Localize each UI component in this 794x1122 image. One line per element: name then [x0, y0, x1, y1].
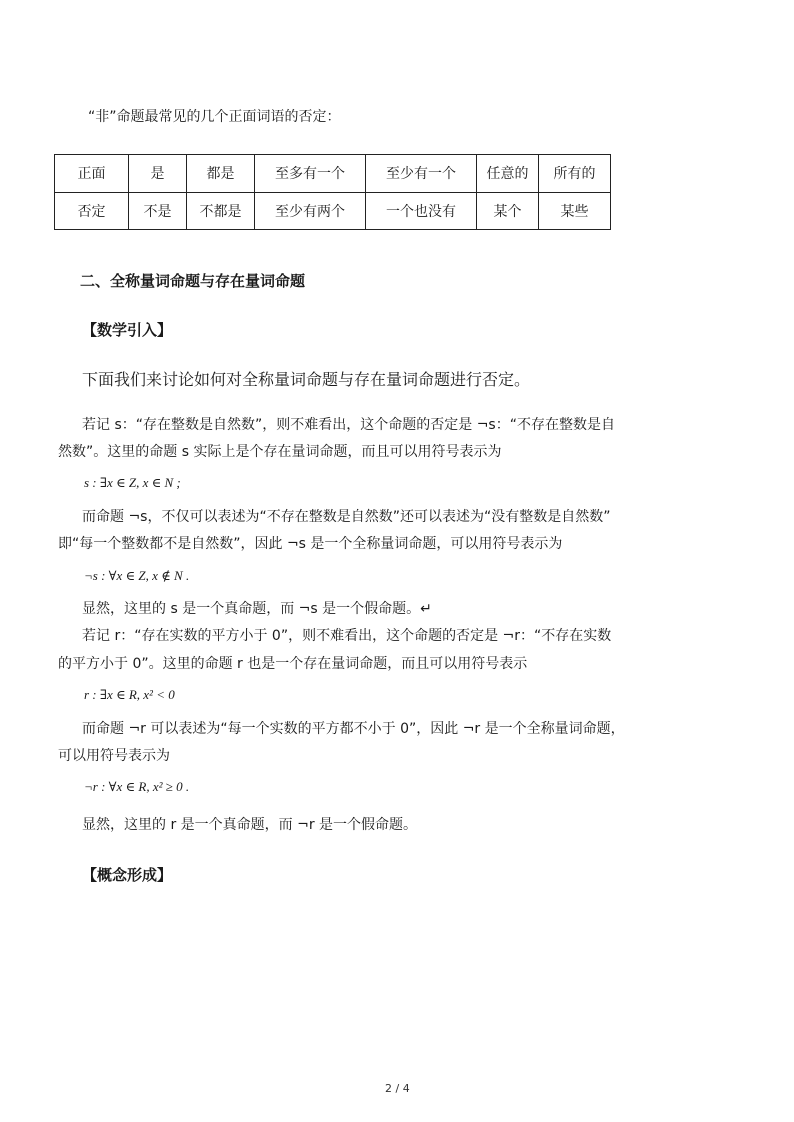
negation-table: [54, 154, 611, 230]
table-cell: 正面: [55, 155, 129, 193]
table-cell: 不是: [129, 192, 187, 230]
table-cell: 至多有一个: [255, 155, 366, 193]
paragraph-line: 然数”。这里的命题 s 实际上是个存在量词命题，而且可以用符号表示为: [58, 444, 502, 460]
paragraph-line: 显然，这里的 s 是一个真命题，而 ¬s 是一个假命题。↵: [82, 601, 432, 617]
table-row: [55, 192, 611, 230]
section-title: 二、全称量词命题与存在量词命题: [80, 272, 306, 290]
subsection-intro: 【数学引入】: [82, 321, 173, 339]
paragraph-line: 即“每一个整数都不是自然数”，因此 ¬s 是一个全称量词命题，可以用符号表示为: [58, 536, 563, 552]
table-cell: 至少有两个: [255, 192, 366, 230]
table-cell: 某个: [477, 192, 539, 230]
paragraph-line: 若记 s：“存在整数是自然数”，则不难看出，这个命题的否定是 ¬s：“不存在整数是自: [82, 417, 615, 433]
paragraph-line: 而命题 ¬s，不仅可以表述为“不存在整数是自然数”还可以表述为“没有整数是自然数”: [82, 509, 611, 525]
paragraph-line: 显然，这里的 r 是一个真命题，而 ¬r 是一个假命题。: [82, 817, 418, 833]
table-cell: 一个也没有: [366, 192, 477, 230]
table-cell: 是: [129, 155, 187, 193]
intro-text: “非”命题最常见的几个正面词语的否定：: [88, 109, 341, 125]
lead-paragraph: 下面我们来讨论如何对全称量词命题与存在量词命题进行否定。: [82, 370, 531, 389]
formula: s : ∃x ∈ Z, x ∈ N ;: [84, 475, 181, 490]
table-cell: 所有的: [539, 155, 611, 193]
table-cell: 至少有一个: [366, 155, 477, 193]
table-cell: 某些: [539, 192, 611, 230]
table-cell: 不都是: [187, 192, 255, 230]
formula: ¬r : ∀x ∈ R, x² ≥ 0 .: [84, 779, 190, 794]
paragraph-line: 的平方小于 0”。这里的命题 r 也是一个存在量词命题，而且可以用符号表示: [58, 656, 528, 672]
page-number: 2 / 4: [385, 1082, 410, 1095]
paragraph-line: 而命题 ¬r 可以表述为“每一个实数的平方都不小于 0”，因此 ¬r 是一个全称量词命题，: [82, 721, 625, 737]
table-cell: 任意的: [477, 155, 539, 193]
concept-heading: 【概念形成】: [82, 866, 173, 884]
table-cell: 否定: [55, 192, 129, 230]
paragraph-line: 若记 r：“存在实数的平方小于 0”，则不难看出，这个命题的否定是 ¬r：“不存在实数: [82, 628, 612, 644]
formula: r : ∃x ∈ R, x² < 0: [84, 687, 175, 702]
paragraph-line: 可以用符号表示为: [58, 748, 170, 764]
table-row: [55, 155, 611, 193]
formula: ¬s : ∀x ∈ Z, x ∉ N .: [84, 568, 190, 583]
table-cell: 都是: [187, 155, 255, 193]
